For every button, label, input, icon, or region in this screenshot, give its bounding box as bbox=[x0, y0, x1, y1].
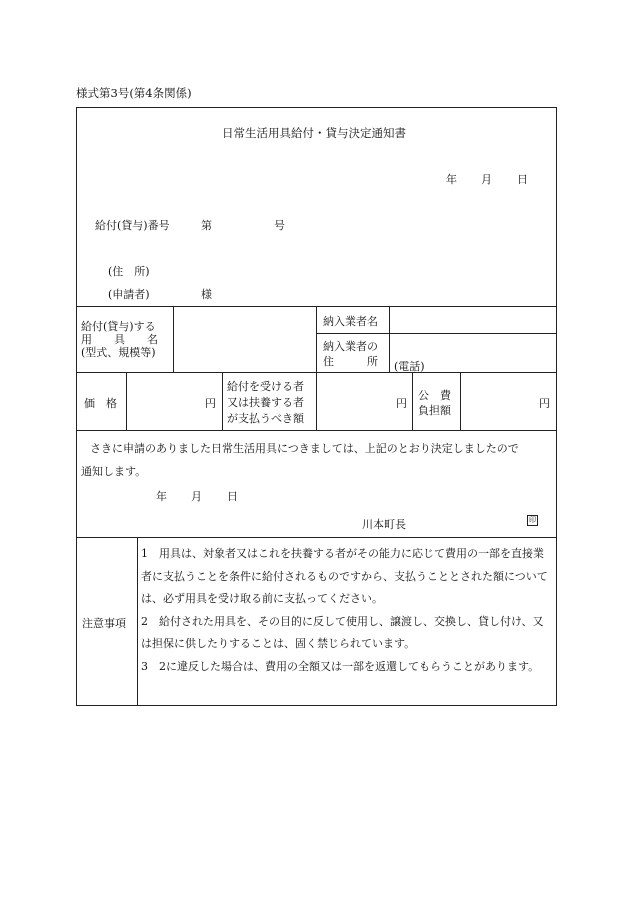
payer-label-2: 又は扶養する者 bbox=[227, 396, 304, 409]
number-prefix: 第 bbox=[201, 219, 212, 232]
public-label-left bbox=[412, 372, 413, 430]
phone-label: (電話) bbox=[394, 360, 425, 373]
note-item-3: 3 2に違反した場合は、費用の全額又は一部を返還してもらうことがあります。 bbox=[141, 659, 540, 673]
number-label: 給付(貸与)番号 bbox=[95, 219, 170, 232]
price-label-divider bbox=[126, 372, 127, 430]
item-label-2: 用 具 名 bbox=[81, 333, 158, 346]
payer-label-right bbox=[316, 372, 317, 430]
price-label: 価 格 bbox=[84, 397, 117, 410]
notice-year: 年 bbox=[156, 490, 167, 503]
note-item-1: 1 用具は、対象者又はこれを扶養する者がその能力に応じて費用の一部を直接業者に支払うことを条件に給付されるものですから、支払うこととされた額については、必ず用具を受け取る前に支払ってください。 bbox=[141, 547, 548, 605]
date-day: 日 bbox=[517, 173, 528, 186]
notice-day: 日 bbox=[227, 490, 238, 503]
notes-list bbox=[141, 543, 553, 678]
item-label-divider bbox=[173, 306, 174, 372]
public-label-right bbox=[460, 372, 461, 430]
seal-mark bbox=[527, 515, 538, 526]
payer-label-3: が支払うべき額 bbox=[227, 412, 304, 425]
document-title: 日常生活用具給付・貸与決定通知書 bbox=[222, 126, 406, 140]
payer-label-left bbox=[222, 372, 223, 430]
price-yen: 円 bbox=[205, 397, 216, 410]
note-item-2: 2 給付された用具を、その目的に反して使用し、譲渡し、交換し、貸し付け、又は担保に供したりすることは、固く禁じられています。 bbox=[141, 614, 544, 650]
form-number: 様式第3号(第4条関係) bbox=[76, 86, 192, 100]
honorific: 様 bbox=[201, 288, 212, 301]
number-suffix: 号 bbox=[274, 219, 285, 232]
payer-label-1: 給付を受ける者 bbox=[227, 380, 304, 393]
notice-month: 月 bbox=[191, 490, 202, 503]
notes-label-divider bbox=[137, 537, 138, 706]
vendor-col-divider bbox=[316, 306, 317, 372]
vendor-divider bbox=[316, 333, 557, 334]
date-year: 年 bbox=[446, 173, 457, 186]
public-yen: 円 bbox=[539, 397, 550, 410]
vendor-address-label-1: 納入業者の bbox=[323, 340, 378, 353]
issuer-name: 川本町長 bbox=[362, 518, 406, 531]
payer-yen: 円 bbox=[396, 397, 407, 410]
notice-body-2: 通知します。 bbox=[81, 465, 147, 478]
vendor-name-label: 納入業者名 bbox=[323, 315, 378, 328]
item-label-3: (型式、規模等) bbox=[81, 346, 156, 359]
notes-top bbox=[76, 537, 557, 538]
vendor-label-divider bbox=[389, 306, 390, 372]
notes-label: 注意事項 bbox=[82, 617, 126, 630]
public-label-1: 公 費 bbox=[418, 389, 451, 402]
vendor-address-label-2: 住 所 bbox=[323, 355, 378, 368]
date-month: 月 bbox=[481, 173, 492, 186]
price-row-bottom bbox=[76, 430, 557, 431]
address-label: (住 所) bbox=[108, 265, 150, 278]
item-label-1: 給付(貸与)する bbox=[81, 320, 156, 333]
seal-label: 印 bbox=[529, 516, 536, 524]
notice-body-1: さきに申請のありました日常生活用具につきましては、上記のとおり決定しましたので bbox=[90, 442, 519, 455]
applicant-label: (申請者) bbox=[108, 288, 150, 301]
public-label-2: 負担額 bbox=[418, 404, 451, 417]
